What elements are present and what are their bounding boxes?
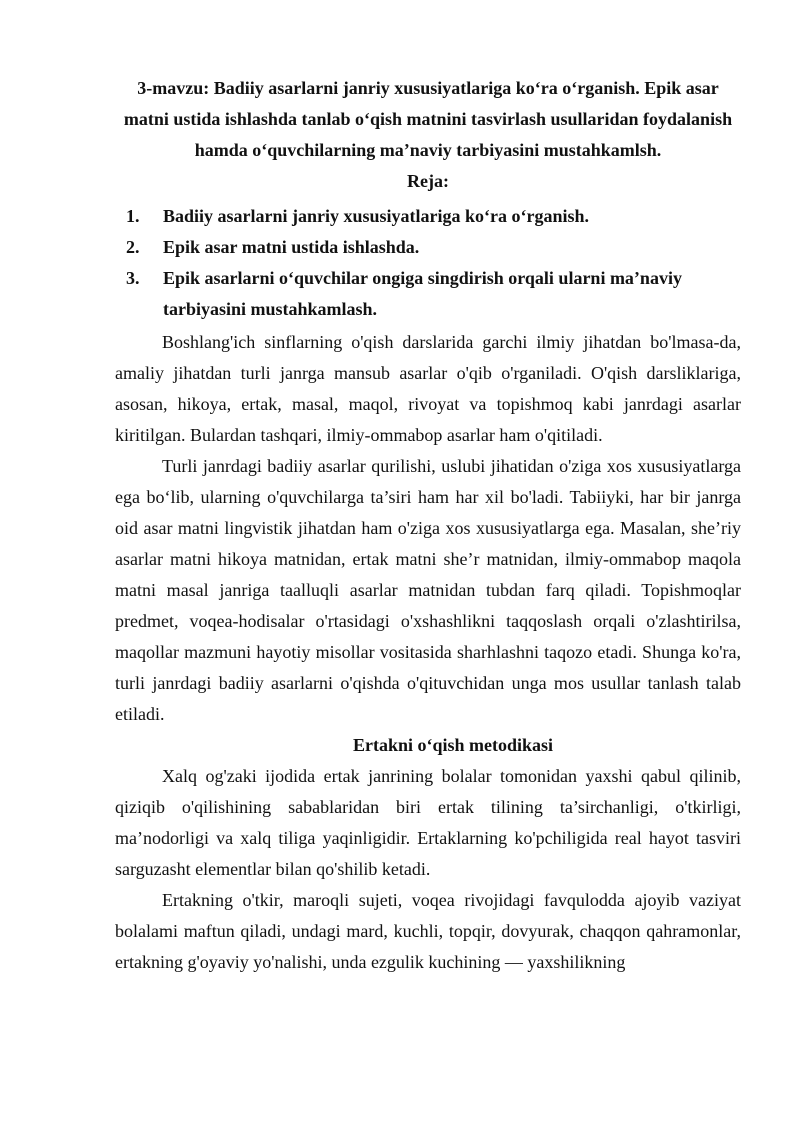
body-paragraph: Turli janrdagi badiiy asarlar qurilishi, uslubi jihatidan o'ziga xos xususiyatlarga ega bo‘lib, ularning o'quvchilarga ta’siri ham har xil bo'ladi. Tabiiyki, har bir janrga oid asar matni lingvistik jihatdan ham o'ziga xos xususiyatlarga ega. Masalan, she’riy asarlar matni hikoya matnidan, ertak matni she’r matnidan, ilmiy-ommabop maqola matni masal janriga taalluqli asarlar matnidan tubdan farq qiladi. Topishmoqlar predmet, voqea-hodisalar o'rtasidagi o'xshashlikni taqqoslash orqali o'zlashtirilsa, maqollar mazmuni hayotiy misollar vositasida sharhlashni taqozo etadi. Shunga ko'ra, turli janrdagi badiiy asarlarni o'qishda o'qituvchidan unga mos usullar tanlash talab etiladi. bbox=[115, 456, 741, 724]
plan-item-number: 1. bbox=[126, 206, 140, 226]
plan-heading: Reja: bbox=[407, 171, 449, 191]
section-paragraph: Ertakning o'tkir, maroqli sujeti, voqea rivojidagi favqulodda ajoyib vaziyat bolalami maftun qiladi, undagi mard, kuchli, topqir, dovyurak, chaqqon qahramonlar, ertakning g'oyaviy yo'nalishi, unda ezgulik kuchining — yaxshilikning bbox=[115, 890, 741, 972]
body-paragraph: Boshlang'ich sinflarning o'qish darslarida garchi ilmiy jihatdan bo'lmasa-da, amaliy jihatdan turli janrga mansub asarlar o'qib o'rganiladi. O'qish darsliklariga, asosan, hikoya, ertak, masal, maqol, rivoyat va topishmoq kabi janrdagi asarlar kiritilgan. Bulardan tashqari, ilmiy-ommabop asarlar ham o'qitiladi. bbox=[115, 332, 741, 445]
document-page bbox=[115, 73, 741, 978]
plan-item bbox=[115, 263, 741, 325]
plan-item-number: 3. bbox=[126, 268, 140, 288]
plan-item-text: Badiiy asarlarni janriy xususiyatlariga ko‘ra o‘rganish. bbox=[163, 206, 590, 226]
plan-list bbox=[115, 201, 741, 325]
section-paragraph: Xalq og'zaki ijodida ertak janrining bolalar tomonidan yaxshi qabul qilinib, qiziqib o'qilishining sabablaridan biri ertak tilining ta’sirchanligi, o'tkirligi, ma’nodorligi va xalq tiliga yaqinligidir. Ertaklarning ko'pchiligida real hayot tasviri sarguzasht elementlar bilan qo'shilib ketadi. bbox=[115, 766, 741, 879]
plan-item bbox=[115, 201, 741, 232]
plan-item-number: 2. bbox=[126, 237, 140, 257]
plan-item bbox=[115, 232, 741, 263]
plan-item-text: Epik asar matni ustida ishlashda. bbox=[163, 237, 420, 257]
section-heading: Ertakni o‘qish metodikasi bbox=[352, 735, 554, 755]
plan-item-text: Epik asarlarni o‘quvchilar ongiga singdirish orqali ularni ma’naviy tarbiyasini mustahkamlash. bbox=[163, 268, 682, 319]
document-title: 3-mavzu: Badiiy asarlarni janriy xususiyatlariga ko‘ra o‘rganish. Epik asar matni ustida ishlashda tanlab o‘qish matnini tasvirlash usullaridan foydalanish hamda o‘quvchilarning ma’naviy tarbiyasini mustahkamlsh. bbox=[123, 78, 733, 160]
